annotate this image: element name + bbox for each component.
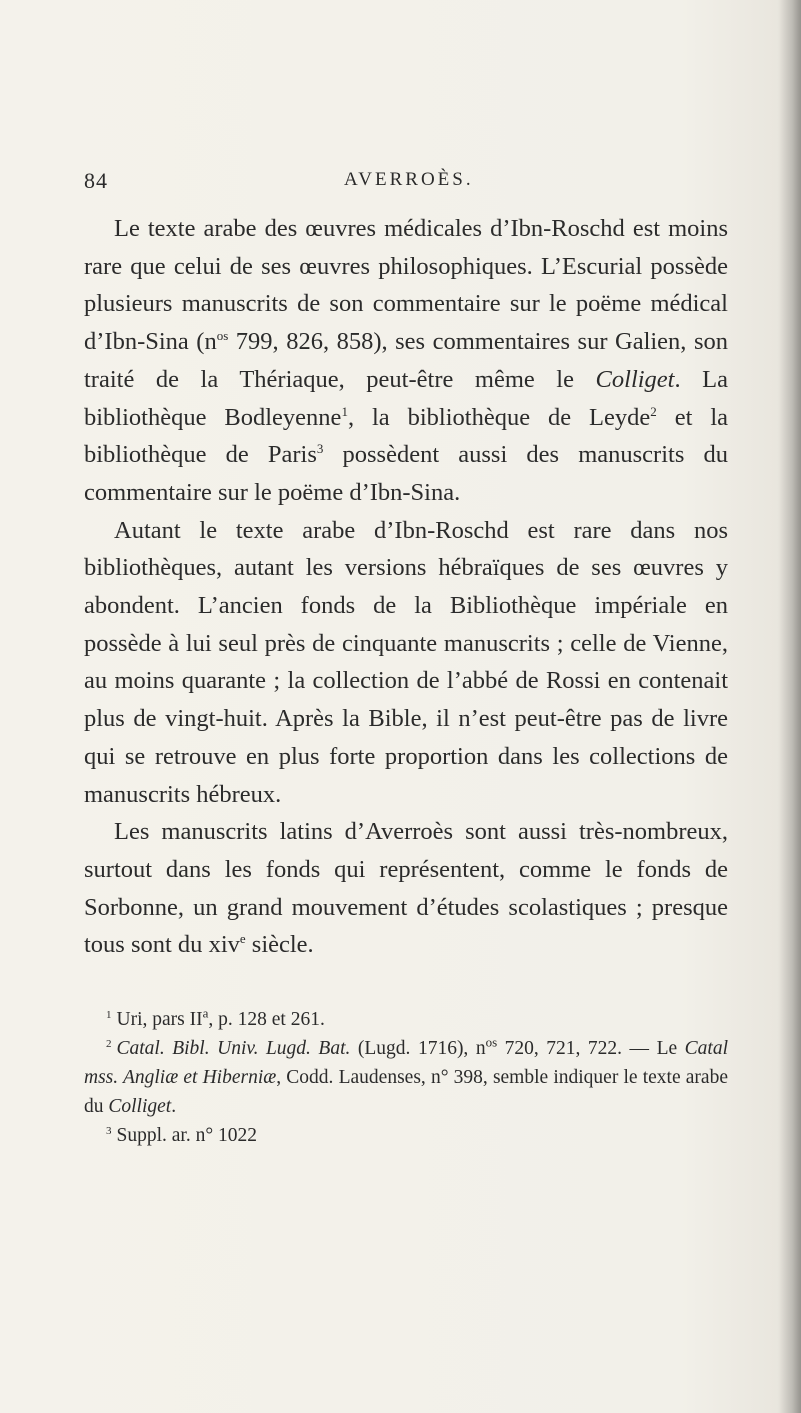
paragraph-1-text: 799, 826, 858), ses commentaires sur Galien, son traité de la Thériaque, peut-être même le xyxy=(84,328,728,393)
footnote-2-catalog: Catal. Bibl. Univ. Lugd. Bat. xyxy=(116,1038,351,1059)
page-number: 84 xyxy=(84,168,108,193)
paragraph-1-text: possèdent aussi des manuscrits du commentaire sur le poëme d’Ibn-Sina. xyxy=(84,441,728,506)
superscript-e: e xyxy=(239,931,246,947)
footnote-3-mark: 3 xyxy=(106,1124,112,1137)
paragraph-1 xyxy=(84,210,728,512)
colliget-title: Colliget xyxy=(595,365,675,393)
page-header xyxy=(84,168,724,198)
footnote-2-colliget: Colliget xyxy=(108,1096,172,1117)
footnote-2 xyxy=(84,1034,728,1121)
paragraph-3 xyxy=(84,813,728,964)
paragraph-1-text: . La bibliothèque Bodleyenne xyxy=(84,365,729,431)
main-text xyxy=(84,210,728,964)
paragraph-3-text: siècle. xyxy=(245,931,314,959)
superscript-a: a xyxy=(202,1005,209,1021)
footnote-1 xyxy=(84,1005,728,1034)
footnote-1-text: , p. 128 et 261. xyxy=(208,1009,325,1030)
footnote-2-mark: 2 xyxy=(106,1037,112,1050)
footnote-ref-2: 2 xyxy=(650,403,657,419)
footnote-3-text: Suppl. ar. n° 1022 xyxy=(116,1125,258,1146)
superscript-nos: os xyxy=(216,327,229,343)
running-title: AVERROÈS. xyxy=(344,169,474,190)
footnote-2-catalog-mss: Catal mss. Angliæ et Hiberniæ xyxy=(84,1038,728,1088)
footnote-1-mark: 1 xyxy=(106,1008,112,1021)
century-numeral: xiv xyxy=(208,931,240,959)
footnote-ref-3: 3 xyxy=(316,441,324,457)
paragraph-3-text: Les manuscrits latins d’Averroès sont aussi très-nombreux, surtout dans les fonds qui représentent, comme le fonds de Sorbonne, un grand mouvement d’études scolastiques ; presque tous sont du xyxy=(84,818,728,959)
paragraph-2: Autant le texte arabe d’Ibn-Roschd est rare dans nos bibliothèques, autant les versions hébraïques de ses œuvres y abondent. L’ancien fonds de la Bibliothèque impériale en possède à lui seul près de cinquante manuscrits ; celle de Vienne, au moins quarante ; la collection de l’abbé de Rossi en contenait plus de vingt-huit. Après la Bible, il n’est peut-être pas de livre qui se retrouve en plus forte proportion dans les collections de manuscrits hébreux. xyxy=(84,516,728,808)
footnote-2-text: 720, 721, 722. — Le xyxy=(497,1038,685,1059)
paragraph-1-text: , la bibliothèque de Leyde xyxy=(347,403,651,431)
superscript-nos: os xyxy=(485,1034,498,1050)
footnote-1-text: Uri, pars II xyxy=(116,1009,203,1030)
paragraph-1-text: Le texte arabe des œuvres médicales d’Ibn-Roschd est moins rare que celui de ses œuvres philosophiques. L’Escurial possède plusieurs manuscrits de son commentaire sur le poëme médical d’Ibn-Sina (n xyxy=(84,215,728,356)
footnote-ref-1: 1 xyxy=(341,403,348,419)
footnote-2-text: . xyxy=(171,1096,177,1117)
footnote-3 xyxy=(84,1121,728,1150)
footnote-2-text: , Codd. Laudenses, n° 398, semble indiquer le texte arabe du xyxy=(84,1067,728,1117)
footnote-2-text: (Lugd. 1716), n xyxy=(350,1038,486,1059)
footnotes xyxy=(84,1005,728,1150)
paragraph-1-text: et la bibliothèque de Paris xyxy=(84,403,729,469)
page-edge-shadow xyxy=(779,0,801,1413)
